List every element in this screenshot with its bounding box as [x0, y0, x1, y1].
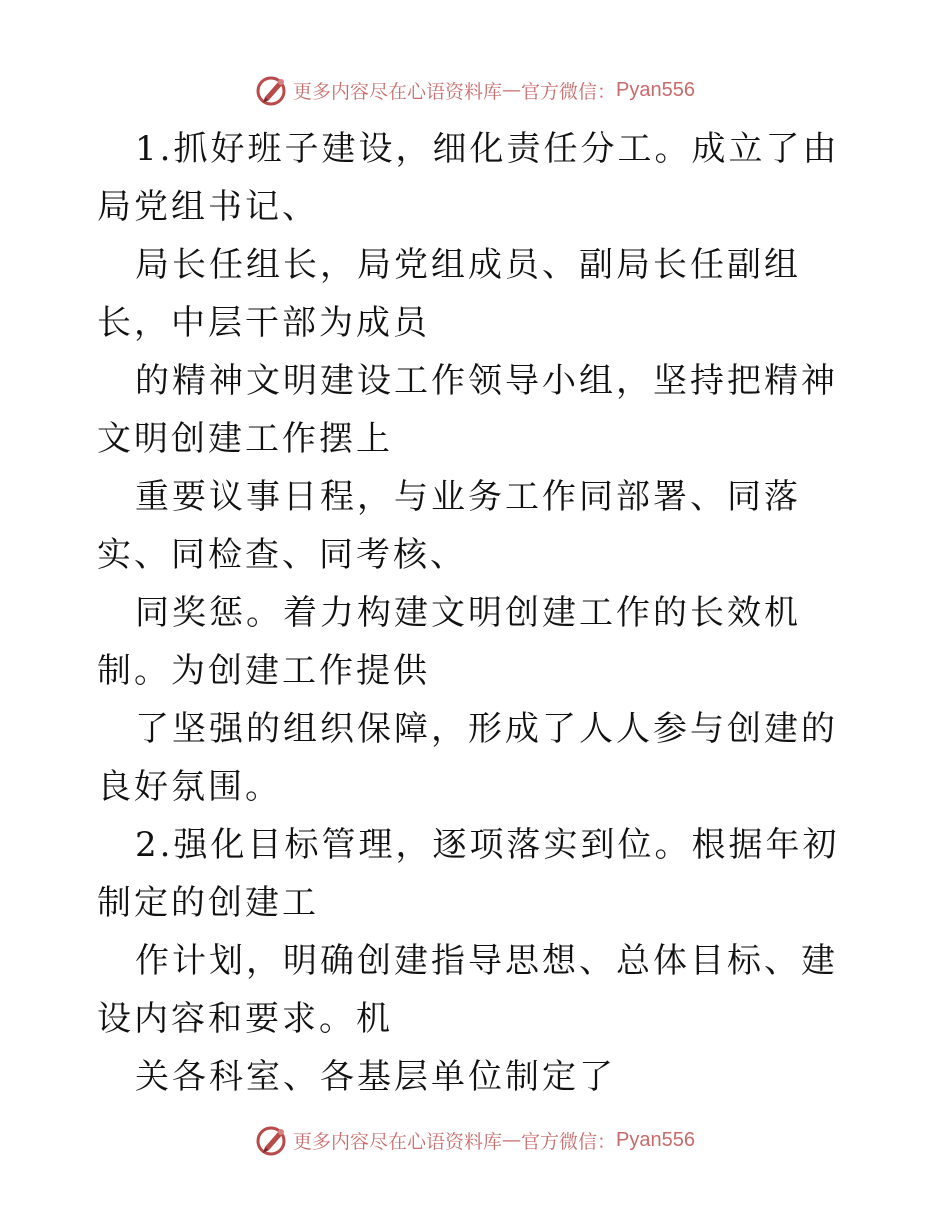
paragraph: 的精神文明建设工作领导小组，坚持把精神文明创建工作摆上: [97, 361, 838, 459]
banner-wechat-label: 官方微信：: [521, 1130, 617, 1153]
banner-separator: —: [502, 79, 522, 101]
paragraph: 局长任组长，局党组成员、副局长任副组长，中层干部为成员: [97, 245, 801, 343]
banner-wechat-id: Pyan556: [616, 78, 695, 101]
header-banner: [0, 70, 950, 110]
paragraph: 1.抓好班子建设，细化责任分工。成立了由局党组书记、: [97, 129, 840, 227]
paragraph: 2.强化目标管理，逐项落实到位。根据年初制定的创建工: [97, 825, 840, 923]
paragraph: 重要议事日程，与业务工作同部署、同落实、同检查、同考核、: [97, 477, 801, 575]
footer-banner: [0, 1120, 950, 1160]
document-body: [97, 120, 857, 1106]
banner-wechat-id: Pyan556: [616, 1128, 695, 1151]
banner-wechat-label: 官方微信：: [521, 80, 617, 103]
paragraph: 了坚强的组织保障，形成了人人参与创建的良好氛围。: [97, 709, 838, 807]
pen-logo-icon: [255, 73, 289, 107]
paragraph: 关各科室、各基层单位制定了: [135, 1057, 616, 1097]
paragraph: 同奖惩。着力构建文明创建工作的长效机制。为创建工作提供: [97, 593, 801, 691]
banner-site-text: 更多内容尽在心语资料库: [293, 80, 503, 103]
banner-separator: —: [502, 1129, 522, 1151]
pen-logo-icon: [255, 1123, 289, 1157]
paragraph: 作计划，明确创建指导思想、总体目标、建设内容和要求。机: [97, 941, 838, 1039]
banner-site-text: 更多内容尽在心语资料库: [293, 1130, 503, 1153]
